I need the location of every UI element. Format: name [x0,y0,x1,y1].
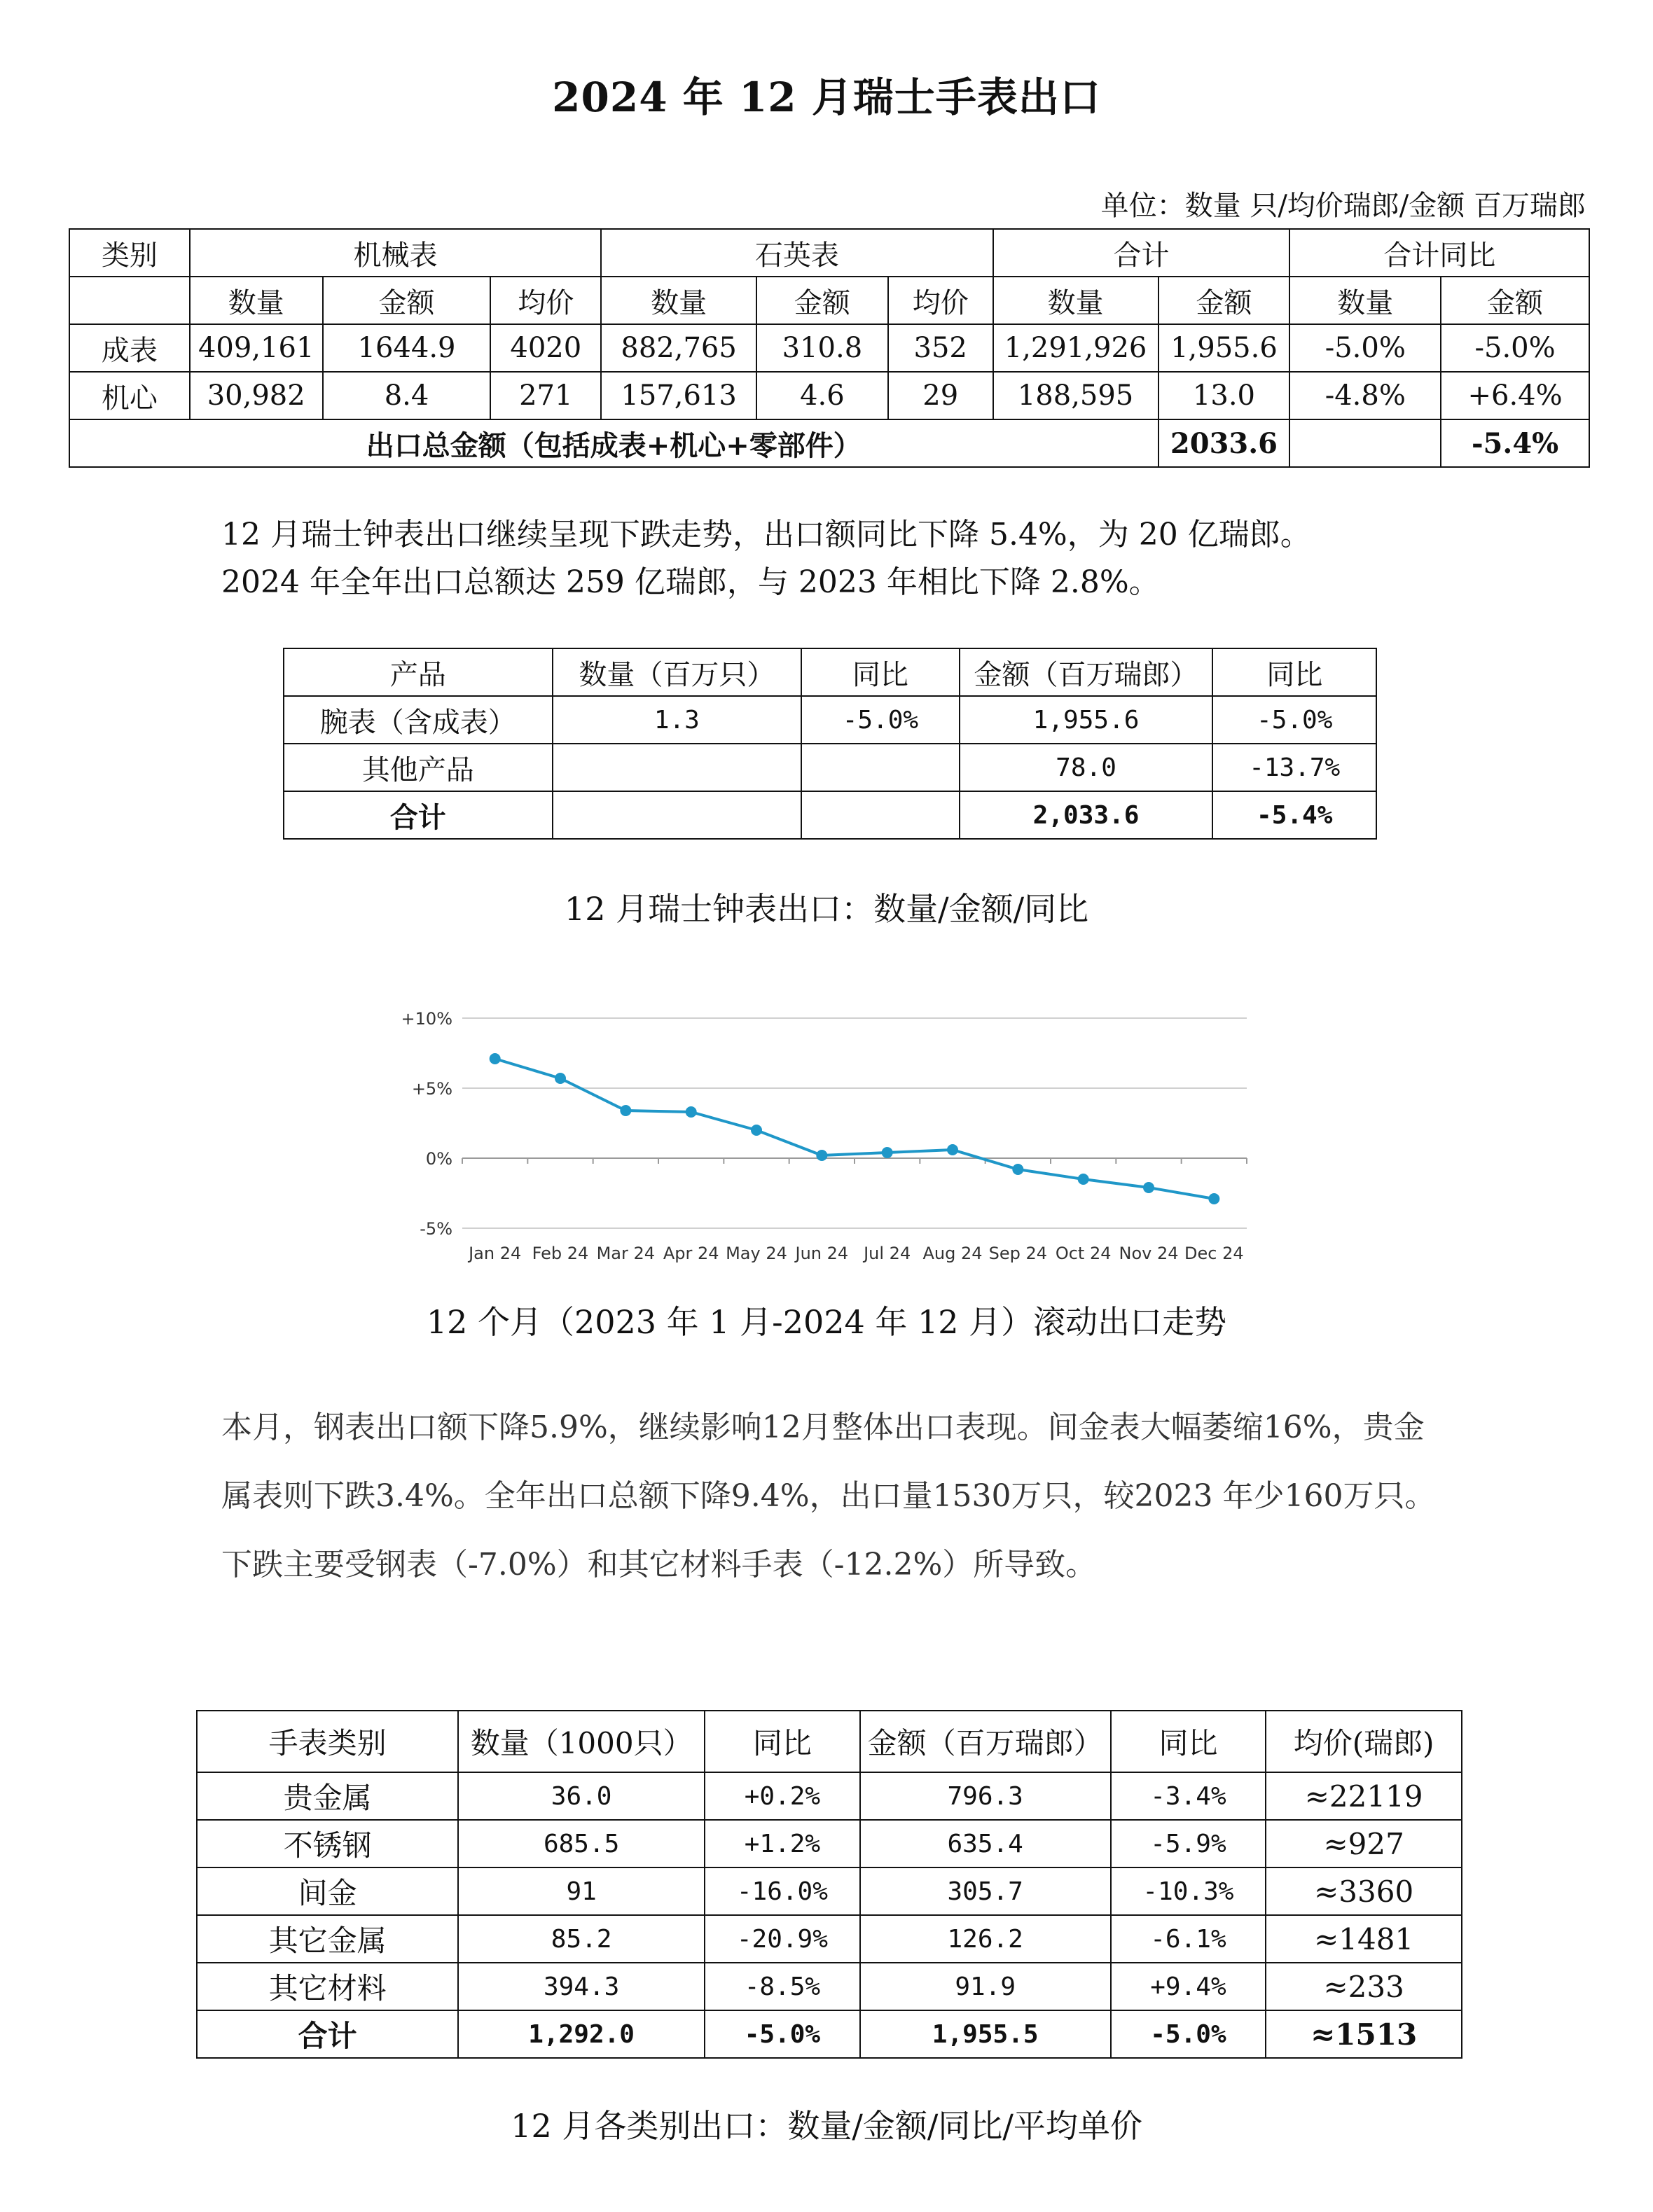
header-cell: 金额 [1159,277,1290,324]
table-cell: 1.3 [553,696,802,744]
table-cell: 188,595 [993,372,1159,419]
table-row [284,744,1376,791]
series-line [495,1059,1215,1199]
table-cell: 85.2 [458,1915,705,1963]
table-cell: 36.0 [458,1772,705,1820]
table-cell: 1,291,926 [993,324,1159,372]
y-axis-ticks [401,1009,452,1239]
table-cell [801,744,959,791]
table-cell: 352 [888,324,993,372]
table-row [197,1772,1462,1820]
header-cell: 均价 [490,277,601,324]
data-point [686,1106,697,1118]
data-point [620,1105,631,1116]
table-cell: 30,982 [190,372,323,419]
page-title: 2024 年 12 月瑞士手表出口 [552,74,1101,121]
header-cell: 金额 [323,277,491,324]
table-cell: 157,613 [601,372,756,419]
table-cell: +0.2% [705,1772,860,1820]
table-cell: -6.1% [1111,1915,1266,1963]
x-tick-label: Oct 24 [1055,1244,1112,1263]
header-cell: 数量（1000只） [458,1711,705,1772]
header-cell: 同比 [801,648,959,696]
header-cell: 合计同比 [1289,229,1589,277]
table-cell [553,744,802,791]
table-row [284,696,1376,744]
table-cell: -4.8% [1289,372,1441,419]
table-cell: 合计 [284,791,553,839]
table-cell: ≈1513 [1266,2010,1462,2058]
table-row [197,1820,1462,1867]
data-point [816,1150,827,1161]
table-cell: 882,765 [601,324,756,372]
table-cell: -5.0% [801,696,959,744]
table-cell: 78.0 [960,744,1213,791]
row-label: 成表 [69,324,190,372]
category-export-table [196,1710,1462,2059]
table-total-row [197,2010,1462,2058]
table-cell: 796.3 [860,1772,1111,1820]
table-cell: -3.4% [1111,1772,1266,1820]
data-point [751,1125,762,1136]
table-cell: 1,292.0 [458,2010,705,2058]
data-point [555,1073,566,1084]
data-point [1012,1164,1023,1175]
y-tick-label: -5% [420,1219,452,1239]
table-row [197,1915,1462,1963]
table-cell: 贵金属 [197,1772,458,1820]
header-cell [69,277,190,324]
table-cell: +9.4% [1111,1963,1266,2010]
table-cell: -5.0% [1212,696,1376,744]
y-tick-label: 0% [425,1149,452,1169]
table-cell: 间金 [197,1867,458,1915]
header-cell: 同比 [705,1711,860,1772]
data-point [947,1144,958,1155]
x-tick-label: Sep 24 [988,1244,1048,1263]
table-cell: 腕表（含成表） [284,696,553,744]
header-cell: 均价 [888,277,993,324]
table-cell: -5.0% [705,2010,860,2058]
table-cell: +6.4% [1441,372,1589,419]
chart-gridlines [462,1018,1247,1228]
header-cell: 同比 [1212,648,1376,696]
table-cell: 305.7 [860,1867,1111,1915]
table-cell [801,791,959,839]
total-amount: 2033.6 [1159,419,1290,467]
x-tick-label: Apr 24 [663,1244,719,1263]
summary-paragraph-line1: 12 月瑞士钟表出口继续呈现下跌走势，出口额同比下降 5.4%，为 20 亿瑞郎。 [221,517,1311,552]
table-cell: -5.9% [1111,1820,1266,1867]
data-point [882,1147,893,1158]
table-cell: 29 [888,372,993,419]
analysis-paragraph: 本月，钢表出口额下降5.9%，继续影响12月整体出口表现。间金表大幅萎缩16%，贵金属表则下跌3.4%。全年出口总额下降9.4%，出口量1530万只，较2023 年少160万只。下跌主要受钢表（-7.0%）和其它材料手表（-12.2%）所导致。 [221,1410,1436,1583]
table-cell: ≈927 [1266,1820,1462,1867]
header-cell: 均价(瑞郎) [1266,1711,1462,1772]
table-row [69,372,1589,419]
header-cell: 合计 [993,229,1290,277]
table-cell: 2,033.6 [960,791,1213,839]
table-row [197,1867,1462,1915]
table-header-row [69,229,1589,277]
table-cell: -10.3% [1111,1867,1266,1915]
chart-caption: 12 个月（2023 年 1 月-2024 年 12 月）滚动出口走势 [426,1303,1227,1341]
data-point [1208,1193,1219,1204]
table-cell [553,791,802,839]
table-cell: 不锈钢 [197,1820,458,1867]
table-cell: 1,955.5 [860,2010,1111,2058]
table-total-row [69,419,1589,467]
header-cell: 产品 [284,648,553,696]
table-cell: 1,955.6 [960,696,1213,744]
product-export-table [283,648,1377,840]
data-point [1078,1174,1089,1185]
table-cell: ≈1481 [1266,1915,1462,1963]
summary-paragraph-line2: 2024 年全年出口总额达 259 亿瑞郎，与 2023 年相比下降 2.8%。 [221,564,1160,600]
table-cell: 4020 [490,324,601,372]
x-tick-label: May 24 [726,1244,787,1263]
table-subheader-row [69,277,1589,324]
total-label: 出口总金额（包括成表+机心+零部件） [69,419,1159,467]
table-cell: 635.4 [860,1820,1111,1867]
x-tick-label: Dec 24 [1184,1244,1244,1263]
header-cell: 类别 [69,229,190,277]
table-cell: ≈22119 [1266,1772,1462,1820]
header-cell: 数量 [601,277,756,324]
total-amount-yoy: -5.4% [1441,419,1589,467]
header-cell: 手表类别 [197,1711,458,1772]
table-cell: 其它材料 [197,1963,458,2010]
table-cell: 其它金属 [197,1915,458,1963]
header-cell: 金额 [756,277,888,324]
table-cell: -20.9% [705,1915,860,1963]
header-cell: 金额（百万瑞郎） [960,648,1213,696]
export-summary-table [69,228,1590,468]
table-cell: 1,955.6 [1159,324,1290,372]
y-tick-label: +5% [411,1079,452,1099]
table-row [197,1963,1462,2010]
table-cell: ≈233 [1266,1963,1462,2010]
table-cell: 其他产品 [284,744,553,791]
table-cell: 126.2 [860,1915,1111,1963]
table-cell: 8.4 [323,372,491,419]
total-qty-yoy [1289,419,1441,467]
table-cell: -8.5% [705,1963,860,2010]
table-row [69,324,1589,372]
table-cell: -13.7% [1212,744,1376,791]
header-cell: 数量 [190,277,323,324]
x-tick-label: Jul 24 [864,1244,911,1263]
table-cell: -16.0% [705,1867,860,1915]
unit-note: 单位：数量 只/均价瑞郎/金额 百万瑞郎 [1100,190,1586,222]
table-cell: 271 [490,372,601,419]
table-cell: 409,161 [190,324,323,372]
header-cell: 金额 [1441,277,1589,324]
table-cell: +1.2% [705,1820,860,1867]
data-point [490,1053,501,1064]
data-point [1143,1182,1154,1193]
table-header-row [284,648,1376,696]
table-cell: -5.0% [1289,324,1441,372]
table-cell: -5.0% [1111,2010,1266,2058]
table-cell: 685.5 [458,1820,705,1867]
x-tick-label: Mar 24 [596,1244,656,1263]
header-cell: 数量（百万只） [553,648,802,696]
table-cell: 91 [458,1867,705,1915]
rolling-export-line-chart [392,1003,1275,1276]
header-cell: 数量 [993,277,1159,324]
x-tick-label: Jan 24 [469,1244,522,1263]
row-label: 机心 [69,372,190,419]
header-cell: 机械表 [190,229,601,277]
table-caption: 12 月瑞士钟表出口：数量/金额/同比 [564,890,1089,928]
table-cell: 合计 [197,2010,458,2058]
table-caption: 12 月各类别出口：数量/金额/同比/平均单价 [511,2107,1142,2145]
header-cell: 同比 [1111,1711,1266,1772]
y-tick-label: +10% [401,1009,452,1029]
header-cell: 金额（百万瑞郎） [860,1711,1111,1772]
table-cell: 91.9 [860,1963,1111,2010]
x-tick-label: Nov 24 [1119,1244,1179,1263]
x-tick-label: Feb 24 [532,1244,589,1263]
x-axis-ticks [462,1158,1247,1263]
table-header-row [197,1711,1462,1772]
table-cell: 1644.9 [323,324,491,372]
table-cell: 310.8 [756,324,888,372]
table-cell: -5.4% [1212,791,1376,839]
x-tick-label: Jun 24 [795,1244,849,1263]
table-cell: 394.3 [458,1963,705,2010]
table-cell: ≈3360 [1266,1867,1462,1915]
table-cell: -5.0% [1441,324,1589,372]
table-cell: 13.0 [1159,372,1290,419]
header-cell: 数量 [1289,277,1441,324]
table-cell: 4.6 [756,372,888,419]
header-cell: 石英表 [601,229,993,277]
table-total-row [284,791,1376,839]
x-tick-label: Aug 24 [922,1244,983,1263]
